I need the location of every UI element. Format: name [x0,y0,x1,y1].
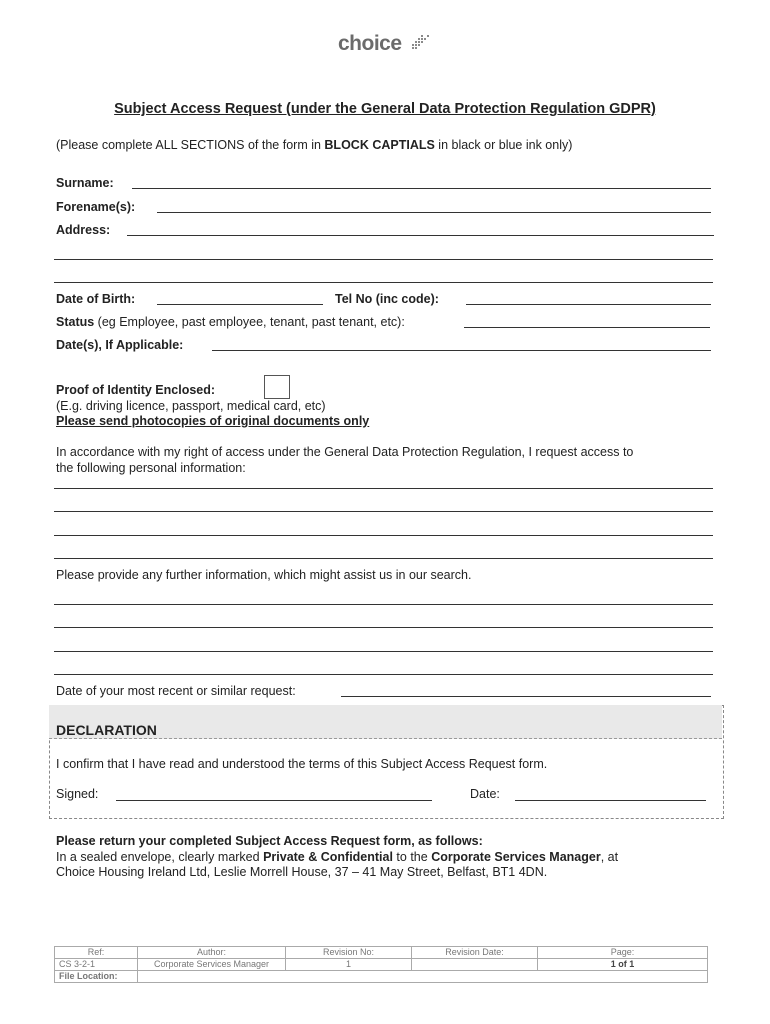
meta-header-author: Author: [138,947,286,959]
dob-field[interactable] [157,304,323,305]
meta-header-revision-date: Revision Date: [412,947,538,959]
forenames-label: Forename(s): [56,200,136,214]
meta-header-ref: Ref: [55,947,138,959]
declaration-confirm: I confirm that I have read and understood the terms of this Subject Access Request form. [56,757,548,771]
return-line-1: In a sealed envelope, clearly marked Private & Confidential to the Corporate Services Manager, at [56,850,619,864]
choice-logo: choice [338,32,402,55]
status-field[interactable] [464,327,710,328]
proof-checkbox[interactable] [264,375,290,399]
meta-file-row [55,971,708,983]
tel-label: Tel No (inc code): [335,292,439,306]
return-line-2: Choice Housing Ireland Ltd, Leslie Morrell House, 37 – 41 May Street, Belfast, BT1 4DN. [56,865,548,879]
access-text-line-1: In accordance with my right of access under the General Data Protection Regulation, I request access to [56,445,634,459]
instructions: (Please complete ALL SECTIONS of the form in BLOCK CAPTIALS in black or blue ink only) [56,138,573,152]
access-field-line-4[interactable] [54,558,713,559]
return-heading: Please return your completed Subject Access Request form, as follows: [56,834,483,848]
forenames-field[interactable] [157,212,711,213]
date-label: Date: [470,787,500,801]
meta-header-revision-no: Revision No: [286,947,412,959]
further-field-line-2[interactable] [54,627,713,628]
dates-label: Date(s), If Applicable: [56,338,184,352]
surname-field[interactable] [132,188,711,189]
meta-revision-date-value [412,959,538,971]
logo-dots-icon [410,34,434,52]
further-field-line-4[interactable] [54,674,713,675]
meta-header-page: Page: [538,947,708,959]
meta-value-row [55,959,708,971]
declaration-title: DECLARATION [56,722,157,738]
surname-label: Surname: [56,176,114,190]
meta-revision-no-value: 1 [286,959,412,971]
dob-label: Date of Birth: [56,292,136,306]
proof-note: Please send photocopies of original documents only [56,414,370,428]
recent-request-label: Date of your most recent or similar request: [56,684,296,698]
address-field-line-3[interactable] [54,282,713,283]
status-label: Status (eg Employee, past employee, tenant, past tenant, etc): [56,315,405,329]
page-title: Subject Access Request (under the General Data Protection Regulation GDPR) [114,101,656,117]
meta-header-row [55,947,708,959]
dates-field[interactable] [212,350,711,351]
access-field-line-3[interactable] [54,535,713,536]
further-info-text: Please provide any further information, which might assist us in our search. [56,568,472,582]
proof-examples: (E.g. driving licence, passport, medical card, etc) [56,399,326,413]
meta-page-value: 1 of 1 [538,959,708,971]
access-text-line-2: the following personal information: [56,461,246,475]
meta-author-value: Corporate Services Manager [138,959,286,971]
date-field[interactable] [515,800,706,801]
further-field-line-3[interactable] [54,651,713,652]
recent-request-field[interactable] [341,696,711,697]
meta-ref-value: CS 3-2-1 [55,959,138,971]
access-field-line-2[interactable] [54,511,713,512]
tel-field[interactable] [466,304,711,305]
signed-label: Signed: [56,787,99,801]
signed-field[interactable] [116,800,432,801]
further-field-line-1[interactable] [54,604,713,605]
document-meta-table [54,946,708,983]
proof-label: Proof of Identity Enclosed: [56,383,216,397]
meta-file-location-value [138,971,708,983]
meta-file-location-label: File Location: [55,971,138,983]
access-field-line-1[interactable] [54,488,713,489]
address-field-line-1[interactable] [127,235,714,236]
address-label: Address: [56,223,111,237]
address-field-line-2[interactable] [54,259,713,260]
